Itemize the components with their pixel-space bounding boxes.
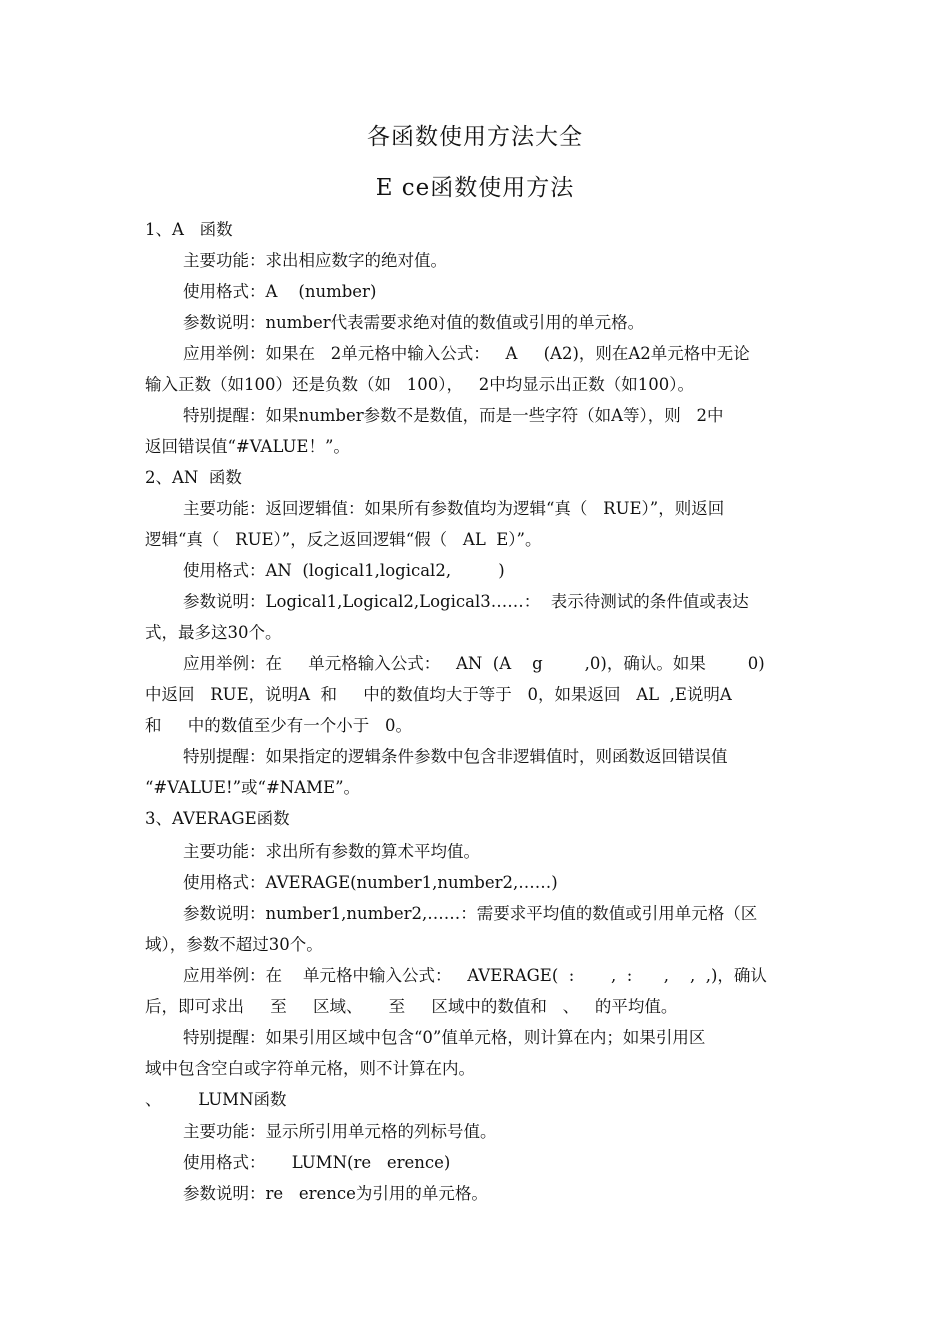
paragraph-line: 使用格式：A (number) xyxy=(183,282,377,301)
paragraph-line: 特别提醒：如果number参数不是数值，而是一些字符（如A等），则 2中 xyxy=(183,406,724,425)
paragraph-line: 域中包含空白或字符单元格，则不计算在内。 xyxy=(145,1059,475,1078)
section-heading: 1、A 函数 xyxy=(145,220,233,239)
document-subtitle: E ce函数使用方法 xyxy=(375,175,575,201)
paragraph-line: 参数说明：number代表需要求绝对值的数值或引用的单元格。 xyxy=(183,313,645,332)
paragraph-line: 域），参数不超过30个。 xyxy=(145,935,323,954)
paragraph-line: 逻辑“真（ RUE）”，反之返回逻辑“假（ AL E）”。 xyxy=(145,530,542,549)
paragraph-line: 后，即可求出 至 区域、 至 区域中的数值和 、 的平均值。 xyxy=(145,997,678,1016)
paragraph-line: 和 中的数值至少有一个小于 0。 xyxy=(145,716,412,735)
paragraph-line: 应用举例：在 单元格输入公式： AN (A g ,0)，确认。如果 0) xyxy=(183,654,765,673)
paragraph-line: “#VALUE!”或“#NAME”。 xyxy=(145,778,361,797)
paragraph-line: 式，最多这30个。 xyxy=(145,623,282,642)
paragraph-line: 应用举例：如果在 2单元格中输入公式： A (A2)，则在A2单元格中无论 xyxy=(183,344,750,363)
paragraph-line: 输入正数（如100）还是负数（如 100）， 2中均显示出正数（如100）。 xyxy=(145,375,694,394)
paragraph-line: 主要功能：求出所有参数的算术平均值。 xyxy=(183,842,480,861)
paragraph-line: 主要功能：显示所引用单元格的列标号值。 xyxy=(183,1122,497,1141)
paragraph-line: 参数说明：Logical1,Logical2,Logical3……： 表示待测试的条件值或表达 xyxy=(183,592,749,611)
document-title: 各函数使用方法大全 xyxy=(367,124,583,150)
section-heading: 3、AVERAGE函数 xyxy=(145,809,290,828)
paragraph-line: 参数说明：number1,number2,……：需要求平均值的数值或引用单元格（区 xyxy=(183,904,758,923)
paragraph-line: 特别提醒：如果引用区域中包含“0”值单元格，则计算在内；如果引用区 xyxy=(183,1028,706,1047)
paragraph-line: 主要功能：求出相应数字的绝对值。 xyxy=(183,251,447,270)
paragraph-line: 使用格式：AN (logical1,logical2, ) xyxy=(183,561,505,580)
paragraph-line: 主要功能：返回逻辑值：如果所有参数值均为逻辑“真（ RUE）”，则返回 xyxy=(183,499,725,518)
paragraph-line: 参数说明：re erence为引用的单元格。 xyxy=(183,1184,488,1203)
paragraph-line: 使用格式：AVERAGE(number1,number2,……) xyxy=(183,873,558,892)
paragraph-line: 中返回 RUE，说明A 和 中的数值均大于等于 0，如果返回 AL ,E说明A xyxy=(145,685,732,704)
paragraph-line: 应用举例：在 单元格中输入公式： AVERAGE( : , : , , ,)，确认 xyxy=(183,966,767,985)
paragraph-line: 返回错误值“#VALUE！”。 xyxy=(145,437,350,456)
section-heading: 2、AN 函数 xyxy=(145,468,242,487)
paragraph-line: 使用格式： LUMN(re erence) xyxy=(183,1153,451,1172)
section-heading: 、 LUMN函数 xyxy=(145,1090,287,1109)
paragraph-line: 特别提醒：如果指定的逻辑条件参数中包含非逻辑值时，则函数返回错误值 xyxy=(183,747,728,766)
